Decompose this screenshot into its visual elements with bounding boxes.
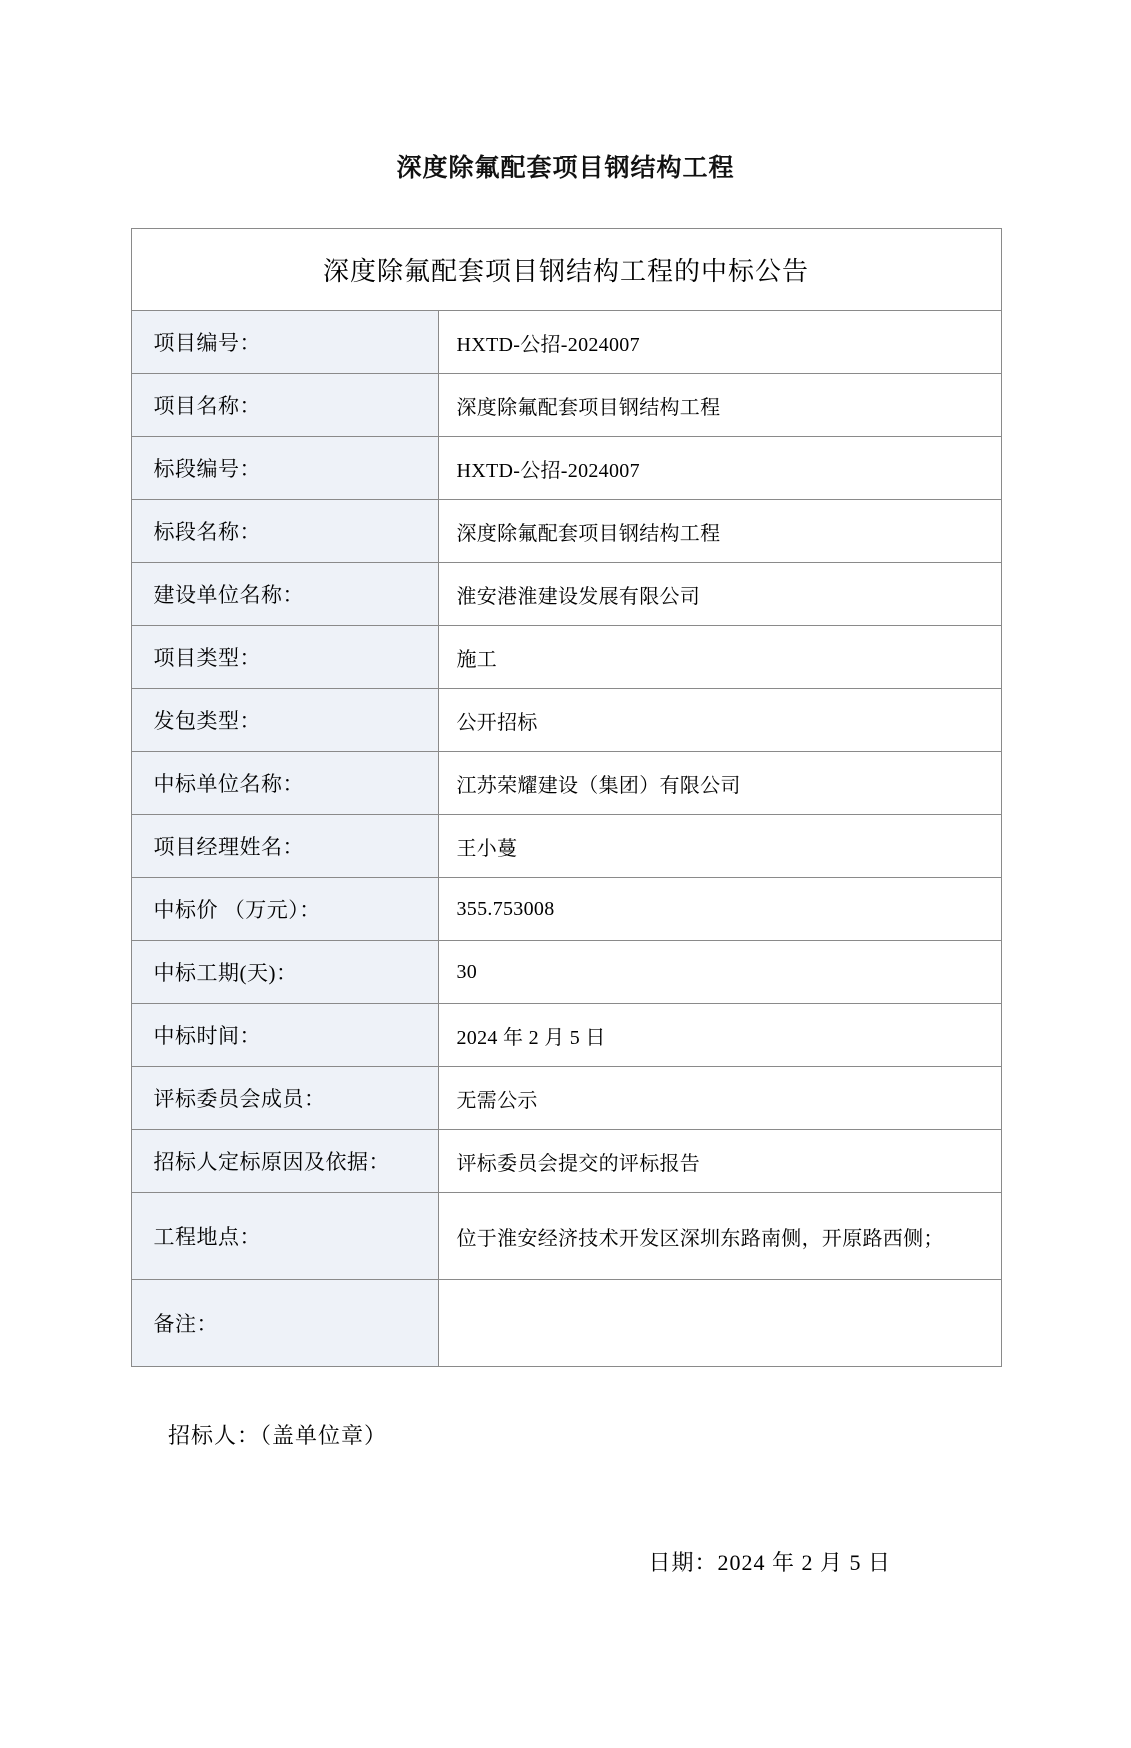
table-row: [131, 815, 1001, 878]
row-label: 评标委员会成员：: [131, 1067, 438, 1130]
table-title: 深度除氟配套项目钢结构工程的中标公告: [131, 229, 1001, 311]
row-label: 中标时间：: [131, 1004, 438, 1067]
row-label: 招标人定标原因及依据：: [131, 1130, 438, 1193]
page-title: 深度除氟配套项目钢结构工程: [396, 154, 735, 182]
row-value: 公开招标: [438, 689, 1001, 752]
row-value: 评标委员会提交的评标报告: [438, 1130, 1001, 1193]
table-row: [131, 1130, 1001, 1193]
row-value: 淮安港淮建设发展有限公司: [438, 563, 1001, 626]
table-row: [131, 941, 1001, 1004]
row-value: 深度除氟配套项目钢结构工程: [438, 374, 1001, 437]
announcement-table: [131, 228, 1002, 1367]
table-row: [131, 752, 1001, 815]
row-label: 备注：: [131, 1280, 438, 1367]
row-value: 位于淮安经济技术开发区深圳东路南侧，开原路西侧；: [438, 1193, 1001, 1280]
row-label: 中标工期(天)：: [131, 941, 438, 1004]
document-page: [0, 148, 1131, 1748]
row-value: 江苏荣耀建设（集团）有限公司: [438, 752, 1001, 815]
row-value: 2024 年 2 月 5 日: [438, 1004, 1001, 1067]
row-label: 发包类型：: [131, 689, 438, 752]
table-row: [131, 1004, 1001, 1067]
row-label: 标段名称：: [131, 500, 438, 563]
row-value: 深度除氟配套项目钢结构工程: [438, 500, 1001, 563]
table-row: [131, 437, 1001, 500]
row-value: 355.753008: [438, 878, 1001, 941]
table-row: [131, 1067, 1001, 1130]
table-row: [131, 311, 1001, 374]
table-row: [131, 374, 1001, 437]
row-label: 项目编号：: [131, 311, 438, 374]
table-row: [131, 878, 1001, 941]
row-label: 工程地点：: [131, 1193, 438, 1280]
table-row: [131, 1193, 1001, 1280]
table-row: [131, 689, 1001, 752]
table-row: [131, 500, 1001, 563]
row-label: 建设单位名称：: [131, 563, 438, 626]
date-line: 日期：2024 年 2 月 5 日: [648, 1550, 891, 1575]
row-label: 中标价 （万元）：: [131, 878, 438, 941]
row-label: 项目类型：: [131, 626, 438, 689]
row-value: 王小蔓: [438, 815, 1001, 878]
table-row-title: [131, 229, 1001, 311]
row-label: 项目经理姓名：: [131, 815, 438, 878]
row-label: 项目名称：: [131, 374, 438, 437]
table-row: [131, 1280, 1001, 1367]
row-value: 30: [438, 941, 1001, 1004]
row-label: 标段编号：: [131, 437, 438, 500]
row-value: [438, 1280, 1001, 1367]
row-value: 无需公示: [438, 1067, 1001, 1130]
table-row: [131, 563, 1001, 626]
row-value: 施工: [438, 626, 1001, 689]
table-body: [131, 229, 1001, 1367]
row-value: HXTD-公招-2024007: [438, 311, 1001, 374]
signature-line: 招标人：（盖单位章）: [168, 1423, 388, 1448]
row-value: HXTD-公招-2024007: [438, 437, 1001, 500]
row-label: 中标单位名称：: [131, 752, 438, 815]
table-row: [131, 626, 1001, 689]
announcement-table-container: [131, 228, 1001, 1367]
